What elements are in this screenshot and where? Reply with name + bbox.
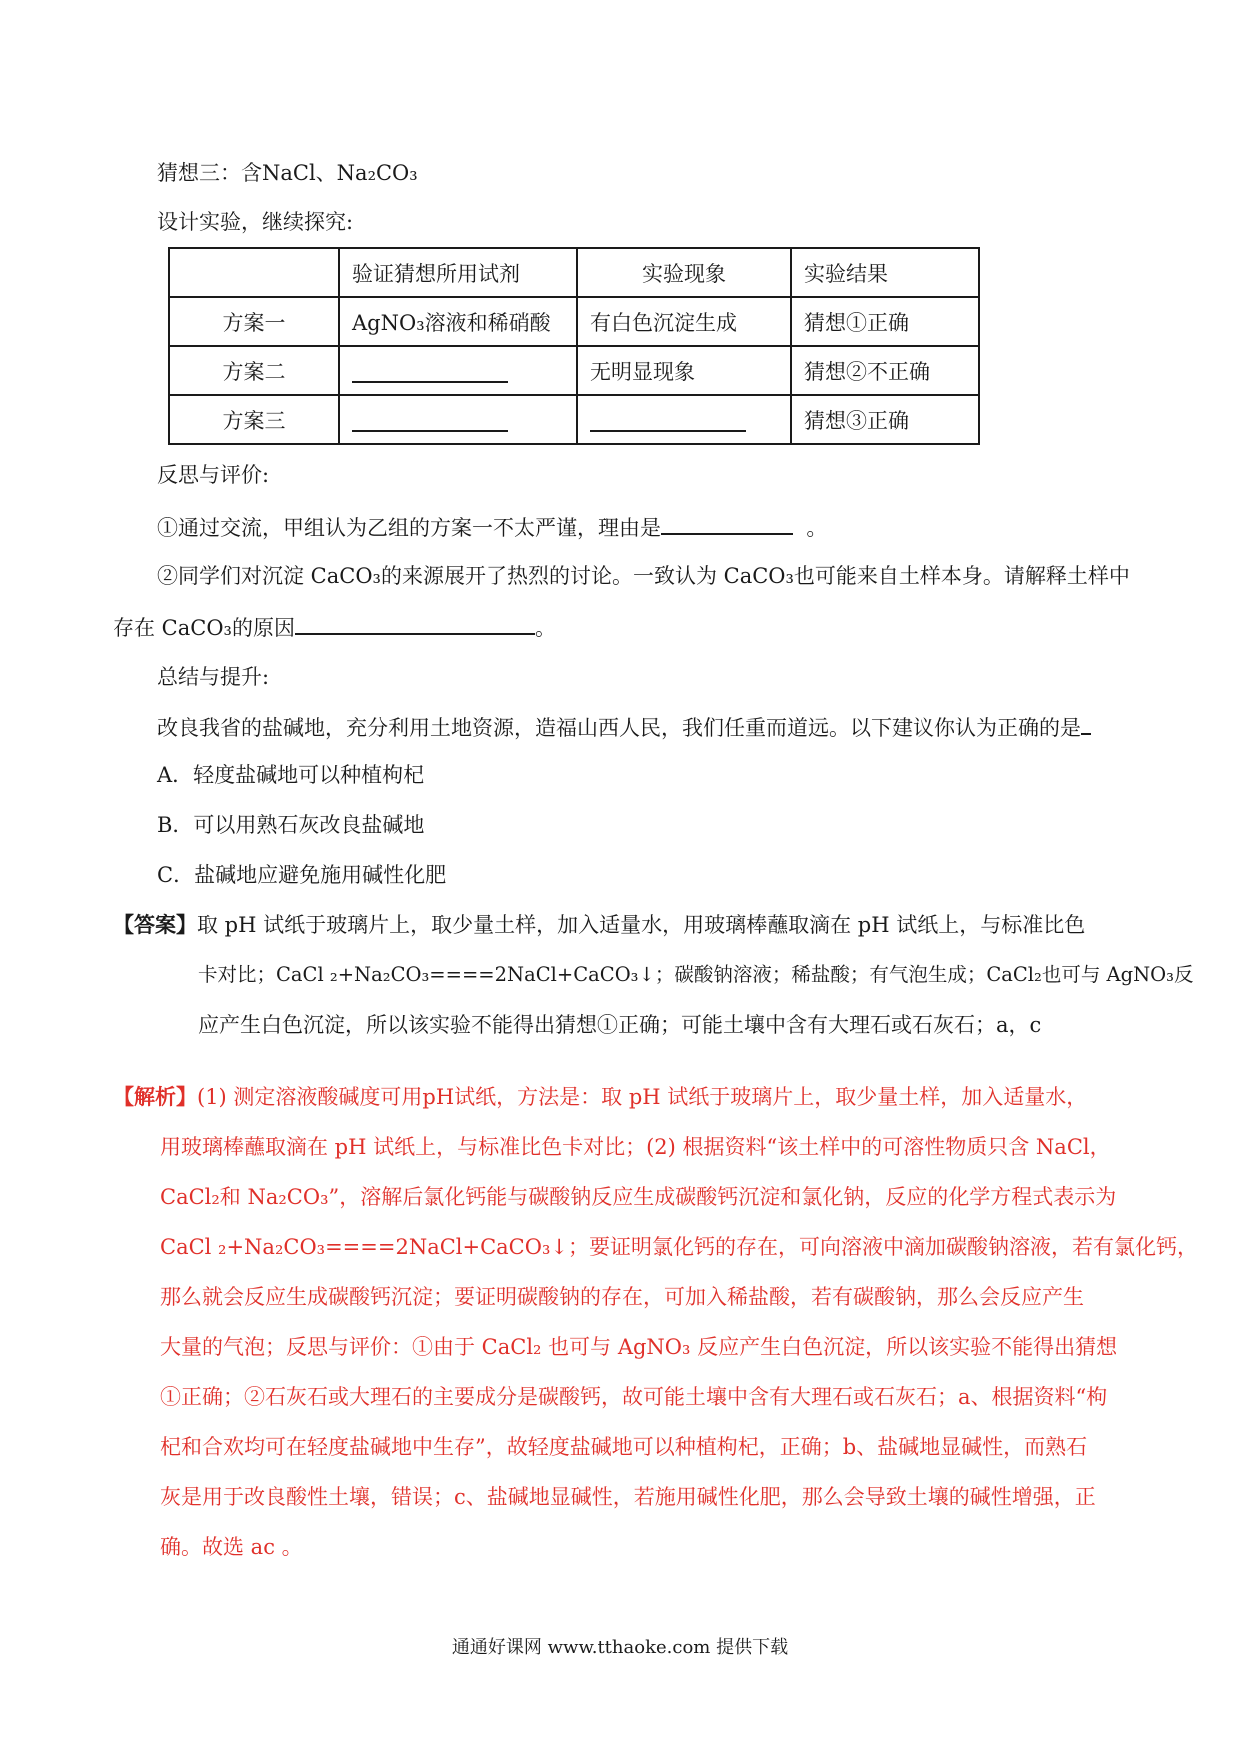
phenomenon-cell: [577, 395, 791, 444]
reflection-2-end: 。: [534, 616, 556, 640]
table-header-cell: [169, 248, 339, 297]
answer-blank: [1081, 711, 1091, 735]
analysis-line: 大量的气泡；反思与评价：①由于 CaCl₂ 也可与 AgNO₃ 反应产生白色沉淀，所以该实验不能得出猜想: [160, 1335, 1118, 1359]
analysis-line: 那么就会反应生成碳酸钙沉淀；要证明碳酸钠的存在，可加入稀盐酸，若有碳酸钠，那么会反应产生: [160, 1285, 1084, 1309]
page-footer: 通通好课网 www.tthaoke.com 提供下载: [451, 1637, 789, 1658]
plan-cell: 方案一: [169, 297, 339, 346]
answer-blank: [590, 410, 746, 432]
reflection-2-text: 存在 CaCO₃的原因: [113, 616, 295, 640]
answer-text: 取 pH 试纸于玻璃片上，取少量土样，加入适量水，用玻璃棒蘸取滴在 pH 试纸上，与标准比色: [197, 913, 1086, 937]
reagent-cell: AgNO₃溶液和稀硝酸: [339, 297, 577, 346]
phenomenon-cell: 有白色沉淀生成: [577, 297, 791, 346]
answer-blank: [295, 611, 535, 635]
answer-blank: [352, 410, 508, 432]
design-intro: 设计实验，继续探究:: [157, 210, 354, 234]
analysis-line-1: [113, 1082, 1087, 1112]
reflection-2-line2: [113, 611, 556, 643]
plan-cell: 方案三: [169, 395, 339, 444]
summary-title: 总结与提升:: [157, 665, 270, 689]
analysis-line: 确。故选 ac 。: [160, 1535, 303, 1559]
table-header-cell: 验证猜想所用试剂: [339, 248, 577, 297]
option-b: B．可以用熟石灰改良盐碱地: [157, 813, 425, 837]
result-cell: 猜想③正确: [791, 395, 979, 444]
guess-three: 猜想三：含NaCl、Na₂CO₃: [157, 161, 418, 185]
table-header-cell: 实验现象: [577, 248, 791, 297]
result-cell: 猜想②不正确: [791, 346, 979, 395]
table-row: [169, 346, 979, 395]
option-a: A．轻度盐碱地可以种植枸杞: [157, 763, 425, 787]
answer-blank: [661, 511, 793, 535]
summary-question: [157, 711, 1091, 743]
table-header-row: [169, 248, 979, 297]
analysis-line: CaCl ₂+Na₂CO₃====2NaCl+CaCO₃↓；要证明氯化钙的存在，可向溶液中滴加碳酸钠溶液，若有氯化钙，: [160, 1235, 1198, 1259]
answer-label: 【答案】: [113, 912, 197, 937]
table-row: [169, 297, 979, 346]
analysis-line: 灰是用于改良酸性土壤，错误；c、盐碱地显碱性，若施用碱性化肥，那么会导致土壤的碱性增强，正: [160, 1485, 1096, 1509]
analysis-line: 杞和合欢均可在轻度盐碱地中生存”，故轻度盐碱地可以种植枸杞，正确；b、盐碱地显碱性，而熟石: [160, 1435, 1088, 1459]
answer-line-2: 卡对比；CaCl ₂+Na₂CO₃====2NaCl+CaCO₃↓；碳酸钠溶液；稀盐酸；有气泡生成；CaCl₂也可与 AgNO₃反: [198, 963, 1194, 986]
summary-question-text: 改良我省的盐碱地，充分利用土地资源，造福山西人民，我们任重而道远。以下建议你认为正确的是: [157, 716, 1081, 740]
answer-blank: [352, 361, 508, 383]
option-c: C．盐碱地应避免施用碱性化肥: [157, 863, 447, 887]
reagent-cell: [339, 346, 577, 395]
table-header-cell: 实验结果: [791, 248, 979, 297]
answer-line-3: 应产生白色沉淀，所以该实验不能得出猜想①正确；可能土壤中含有大理石或石灰石；a，c: [198, 1013, 1042, 1037]
phenomenon-cell: 无明显现象: [577, 346, 791, 395]
analysis-line: ①正确；②石灰石或大理石的主要成分是碳酸钙，故可能土壤中含有大理石或石灰石；a、根据资料“枸: [160, 1385, 1108, 1409]
reflection-1-text: ①通过交流，甲组认为乙组的方案一不太严谨，理由是: [157, 516, 661, 540]
reflection-1-end: 。: [806, 516, 828, 540]
analysis-label: 【解析】: [113, 1084, 197, 1109]
answer-line-1: [113, 910, 1085, 940]
analysis-line: CaCl₂和 Na₂CO₃”，溶解后氯化钙能与碳酸钠反应生成碳酸钙沉淀和氯化钠，反应的化学方程式表示为: [160, 1185, 1117, 1209]
reflection-1: [157, 511, 827, 543]
reflection-title: 反思与评价:: [157, 463, 270, 487]
table-row: [169, 395, 979, 444]
analysis-text: (1) 测定溶液酸碱度可用pH试纸，方法是：取 pH 试纸于玻璃片上，取少量土样，加入适量水，: [197, 1085, 1088, 1109]
reagent-cell: [339, 395, 577, 444]
reflection-2-line1: ②同学们对沉淀 CaCO₃的来源展开了热烈的讨论。一致认为 CaCO₃也可能来自土样本身。请解释土样中: [157, 564, 1130, 588]
result-cell: 猜想①正确: [791, 297, 979, 346]
plan-cell: 方案二: [169, 346, 339, 395]
experiment-table: [168, 247, 980, 445]
analysis-line: 用玻璃棒蘸取滴在 pH 试纸上，与标准比色卡对比；(2) 根据资料“该土样中的可溶性物质只含 NaCl，: [160, 1135, 1111, 1159]
